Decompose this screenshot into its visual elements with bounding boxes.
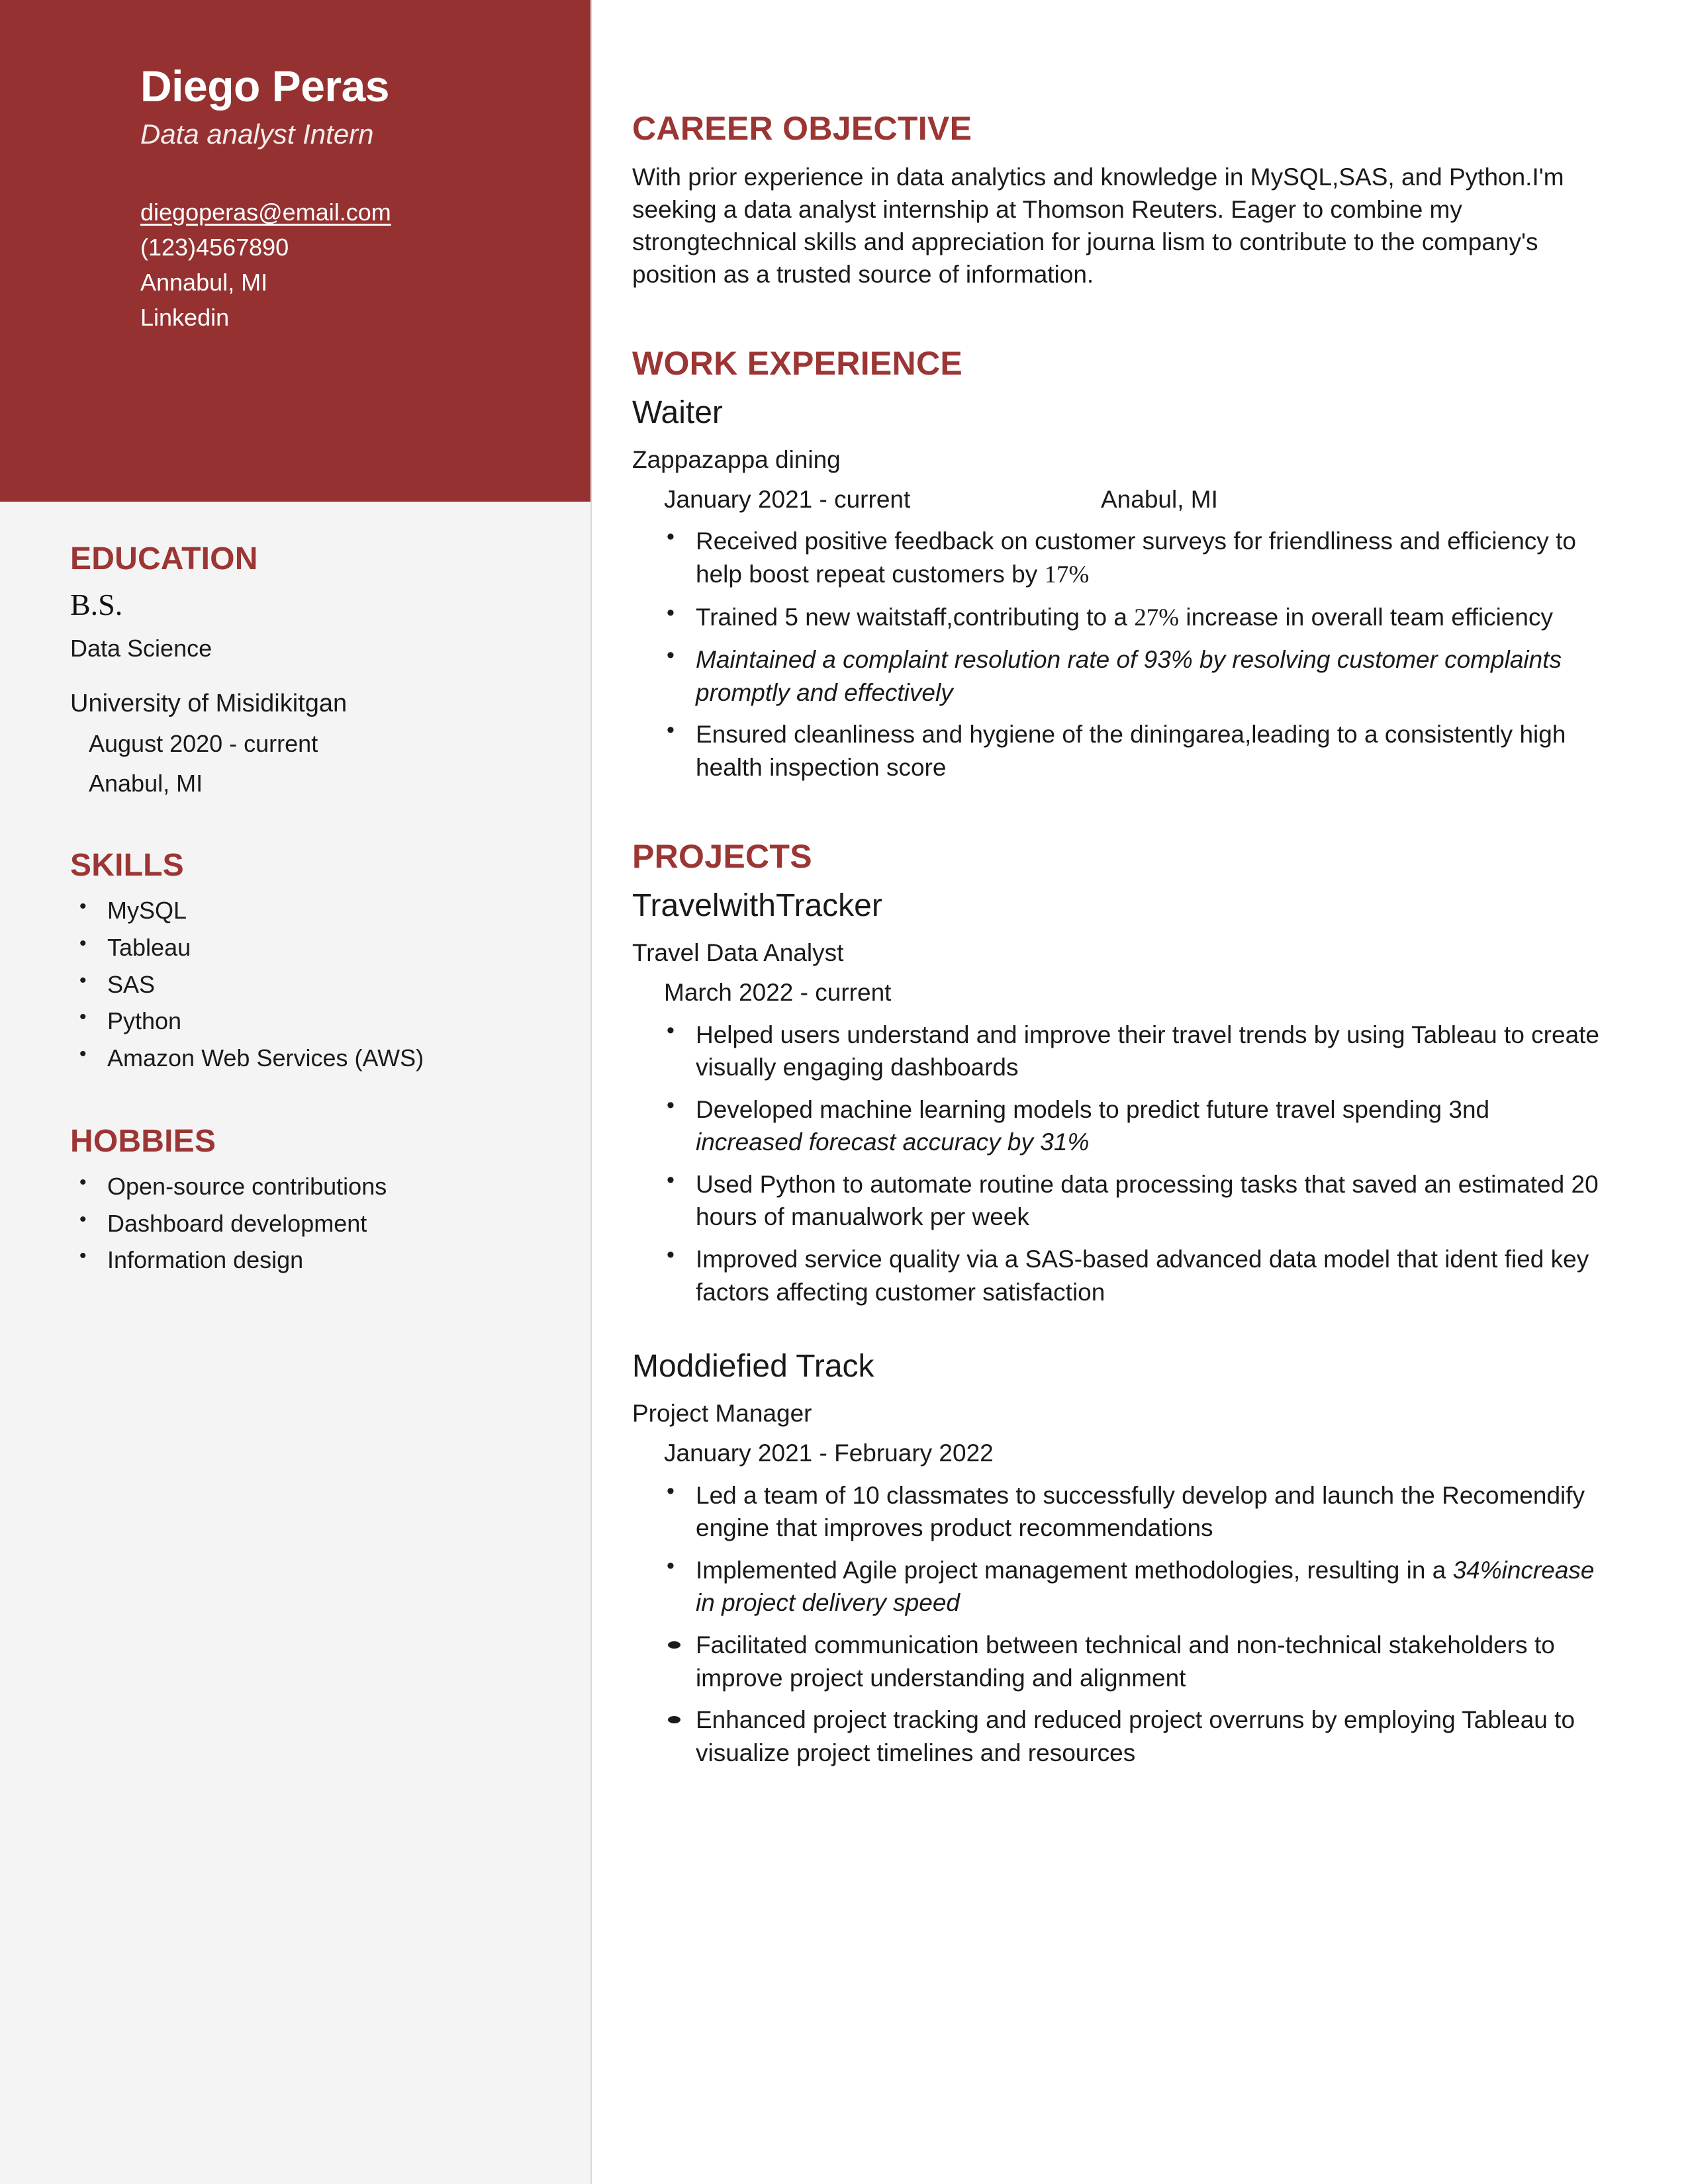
list-item: • SAS <box>70 968 545 1001</box>
project-entry-meta <box>664 978 1602 1007</box>
work-entry-title: Waiter <box>632 394 723 430</box>
list-item: Facilitated communication between technical and non-technical stakeholders to improve project understanding and alignment <box>632 1629 1602 1694</box>
candidate-name: Diego Peras <box>140 62 389 111</box>
career-objective-body: With prior experience in data analytics and knowledge in MySQL,SAS, and Python.I'm seeking a data analyst internship at Thomson Reuters. Eager to combine my strongtechnical skills and appreciation for journa lism to contribute to the company's position as a trusted source of information. <box>632 163 1564 289</box>
hobbies-heading: HOBBIES <box>70 1123 216 1159</box>
skills-heading: SKILLS <box>70 847 184 883</box>
project-entry-bullets <box>632 1479 1602 1770</box>
work-entry-org: Zappazappa dining <box>632 445 841 473</box>
skills-section <box>70 849 545 1075</box>
contact-block <box>140 195 545 336</box>
education-field: Data Science <box>70 634 212 662</box>
list-item: • Used Python to automate routine data processing tasks that saved an estimated 20 hours of manualwork per week <box>632 1168 1602 1234</box>
list-item: • Python <box>70 1005 545 1038</box>
project-entry-role: Project Manager <box>632 1399 812 1427</box>
project-entry-dates: January 2021 - February 2022 <box>664 1439 994 1467</box>
list-item: • Improved service quality via a SAS-based advanced data model that ident fied key factors affecting customer satisfaction <box>632 1243 1602 1308</box>
list-item: • Amazon Web Services (AWS) <box>70 1042 545 1075</box>
contact-phone: (123)4567890 <box>140 233 289 261</box>
list-item: Enhanced project tracking and reduced project overruns by employing Tableau to visualize project timelines and resources <box>632 1704 1602 1769</box>
education-degree: B.S. <box>70 588 123 622</box>
list-item: • Open-source contributions <box>70 1170 545 1203</box>
list-item: • Implemented Agile project management methodologies, resulting in a 34%increase in project delivery speed <box>632 1554 1602 1619</box>
work-entry-bullets <box>632 525 1602 784</box>
candidate-job-title: Data analyst Intern <box>140 118 374 150</box>
project-entry-title: TravelwithTracker <box>632 887 882 923</box>
list-item: • Information design <box>70 1244 545 1277</box>
work-entry-location: Anabul, MI <box>1101 486 1218 513</box>
skills-list <box>70 894 545 1074</box>
education-section <box>70 543 545 799</box>
project-entry <box>632 1349 1602 1769</box>
list-item: • Ensured cleanliness and hygiene of the diningarea,leading to a consistently high health inspection score <box>632 718 1602 784</box>
contact-email[interactable]: diegoperas@email.com <box>140 198 391 226</box>
list-item: • Helped users understand and improve their travel trends by using Tableau to create visually engaging dashboards <box>632 1019 1602 1084</box>
education-heading: EDUCATION <box>70 541 258 576</box>
contact-location: Annabul, MI <box>140 269 268 296</box>
education-school: University of Misidikitgan <box>70 690 348 718</box>
column-divider <box>590 0 592 2184</box>
project-entry-bullets <box>632 1019 1602 1309</box>
work-experience-heading: WORK EXPERIENCE <box>632 345 963 383</box>
project-entry-role: Travel Data Analyst <box>632 938 844 966</box>
list-item: • Trained 5 new waitstaff,contributing to a 27% increase in overall team efficiency <box>632 601 1602 635</box>
work-entry <box>632 396 1602 784</box>
hobbies-list <box>70 1170 545 1277</box>
projects-heading: PROJECTS <box>632 838 812 876</box>
list-item: • Dashboard development <box>70 1207 545 1240</box>
header-banner <box>0 0 591 502</box>
list-item: • Received positive feedback on customer surveys for friendliness and efficiency to help boost repeat customers by 17% <box>632 525 1602 591</box>
work-entry-dates: January 2021 - current <box>664 486 911 513</box>
list-item: • Led a team of 10 classmates to successfully develop and launch the Recomendify engine that improves product recommendations <box>632 1479 1602 1545</box>
main-column <box>632 0 1602 1769</box>
project-entry-title: Moddiefied Track <box>632 1349 874 1385</box>
sidebar-content <box>0 502 591 1281</box>
sidebar <box>0 0 591 2184</box>
projects-section <box>632 839 1602 1769</box>
hobbies-section <box>70 1125 545 1277</box>
list-item: • MySQL <box>70 894 545 927</box>
education-dates: August 2020 - current <box>89 729 318 757</box>
career-objective-heading: CAREER OBJECTIVE <box>632 110 972 147</box>
list-item: • Tableau <box>70 931 545 964</box>
project-entry-meta <box>664 1439 1602 1468</box>
list-item: • Developed machine learning models to predict future travel spending 3nd increased forecast accuracy by 31% <box>632 1093 1602 1159</box>
work-entry-meta <box>664 485 1602 514</box>
work-experience-section <box>632 346 1602 784</box>
career-objective-section <box>632 111 1602 291</box>
project-entry-dates: March 2022 - current <box>664 979 892 1007</box>
education-location: Anabul, MI <box>89 769 203 797</box>
project-entry <box>632 889 1602 1308</box>
list-item: • Maintained a complaint resolution rate of 93% by resolving customer complaints promptly and effectively <box>632 643 1602 709</box>
contact-linkedin[interactable]: Linkedin <box>140 304 230 332</box>
